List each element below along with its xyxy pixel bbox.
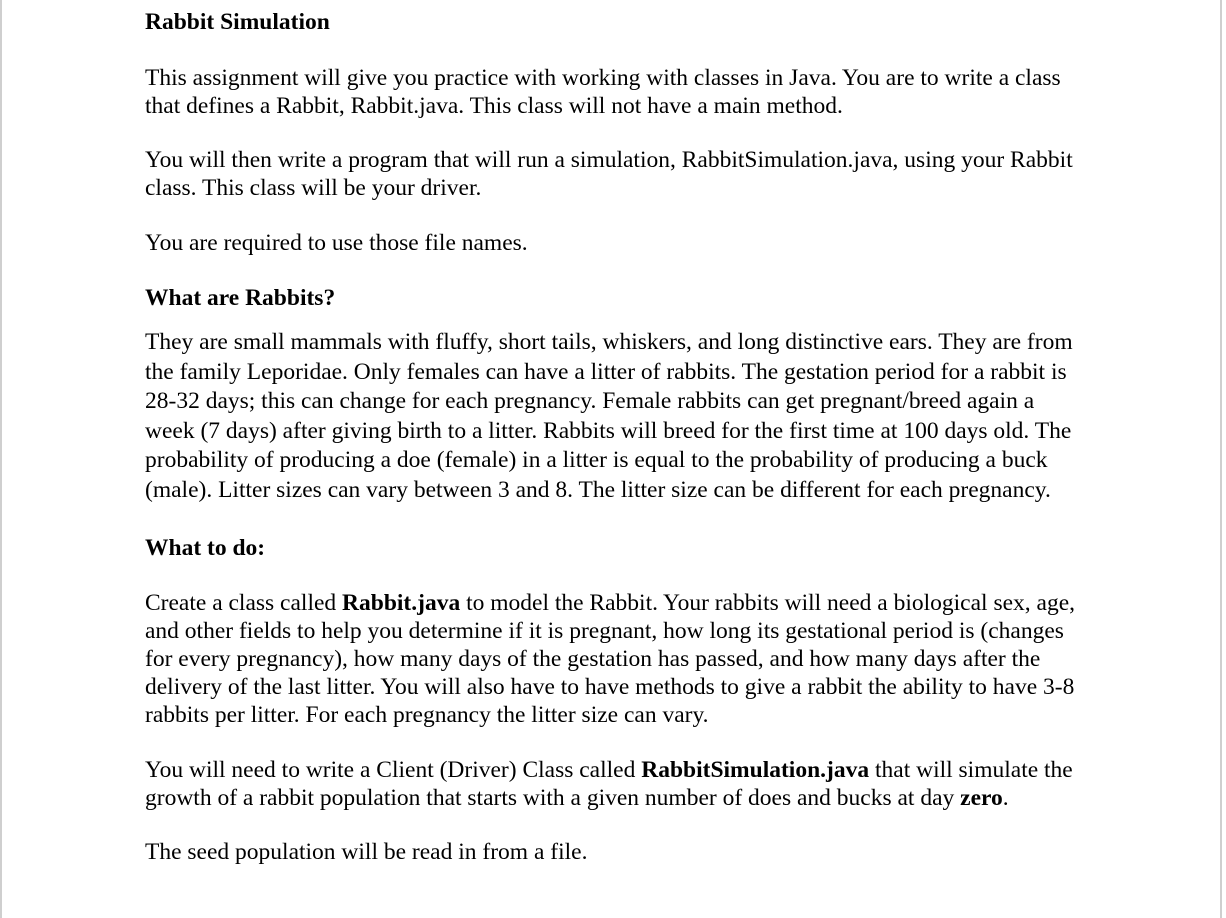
p1-text-start: Create a class called: [145, 589, 343, 616]
intro-paragraph-3: You are required to use those file names.: [145, 230, 528, 256]
what-to-do-paragraph-1: [145, 589, 1085, 729]
day-zero-emphasis: zero: [960, 784, 1003, 811]
p2-text-middle: that will simulate the growth of a rabbit population that starts with a given number of does and bucks at day: [145, 756, 1073, 811]
p2-text-start: You will need to write a Client (Driver) Class called: [145, 756, 642, 783]
document-content: [145, 6, 1085, 866]
section-heading-what-are-rabbits: What are Rabbits?: [145, 285, 336, 311]
intro-paragraph-1: This assignment will give you practice with working with classes in Java. You are to write a class that defines a Rabbit, Rabbit.java. This class will not have a main method.: [145, 65, 1061, 119]
p2-text-end: .: [1002, 784, 1009, 811]
intro-paragraph-2: You will then write a program that will run a simulation, RabbitSimulation.java, using your Rabbit class. This class will be your driver.: [145, 147, 1073, 201]
what-to-do-paragraph-3: The seed population will be read in from a file.: [145, 838, 588, 865]
document-title: Rabbit Simulation: [145, 9, 330, 35]
section-heading-what-to-do: What to do:: [145, 534, 266, 561]
what-are-rabbits-paragraph: They are small mammals with fluffy, short tails, whiskers, and long distinctive ears. They are from the family Leporidae. Only females can have a litter of rabbits. The gestation period for a rabbit is 28-32 days; this can change for each pregnancy. Female rabbits can get pregnant/breed again a week (7 days) after giving birth to a litter. Rabbits will breed for the first time at 100 days old. The probability of producing a doe (female) in a litter is equal to the probability of producing a buck (male). Litter sizes can vary between 3 and 8. The litter size can be different for each pregnancy.: [145, 329, 1073, 503]
what-to-do-paragraph-2: [145, 756, 1085, 812]
rabbit-simulation-java-filename: RabbitSimulation.java: [641, 756, 870, 783]
rabbit-java-filename: Rabbit.java: [342, 589, 461, 616]
p1-text-end: to model the Rabbit. Your rabbits will need a biological sex, age, and other fields to help you determine if it is pregnant, how long its gestational period is (changes for every pregnancy), how many days of the gestation has passed, and how many days after the delivery of the last litter. You will also have to have methods to give a rabbit the ability to have 3-8 rabbits per litter. For each pregnancy the litter size can vary.: [145, 589, 1076, 728]
